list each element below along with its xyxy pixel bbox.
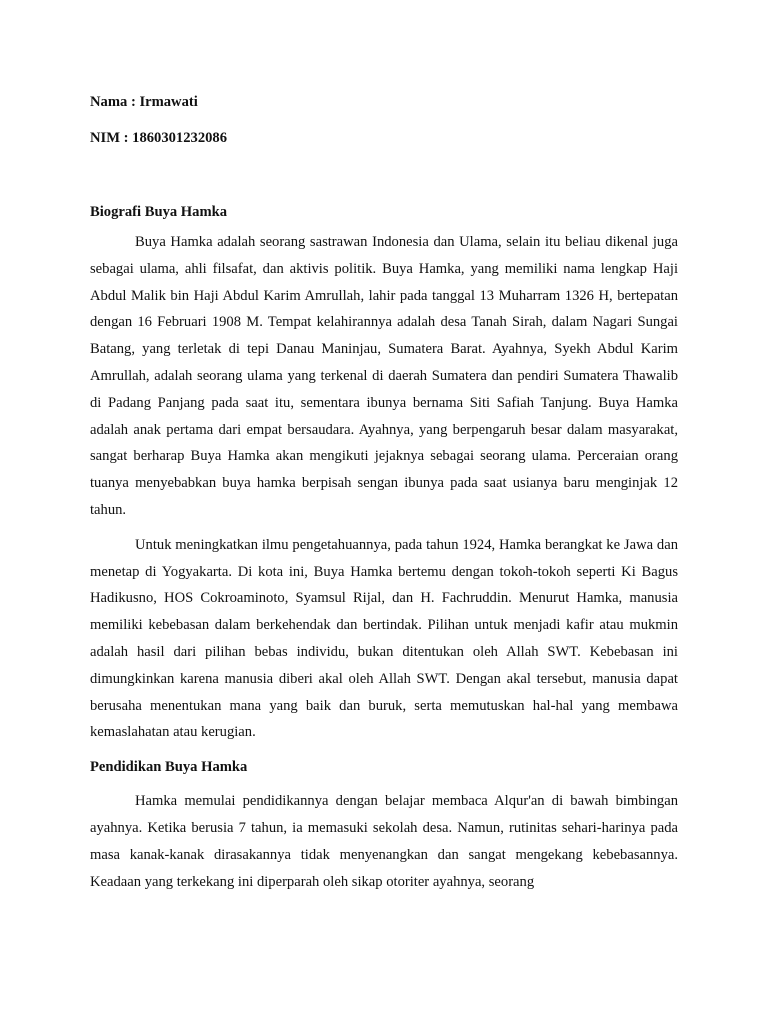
- student-name: Nama : Irmawati: [90, 94, 198, 110]
- paragraph-pendidikan-1: Hamka memulai pendidikannya dengan belajar membaca Alqur'an di bawah bimbingan ayahnya. Ketika berusia 7 tahun, ia memasuki sekolah desa. Namun, rutinitas sehari-harinya pada masa kanak-kanak dirasakannya tidak menyenangkan dan sangat mengekang kebebasannya. Keadaan yang terkekang ini diperparah oleh sikap otoriter ayahnya, seorang: [90, 793, 678, 890]
- document-page: [90, 80, 678, 895]
- paragraph-biografi-2: Untuk meningkatkan ilmu pengetahuannya, pada tahun 1924, Hamka berangkat ke Jawa dan menetap di Yogyakarta. Di kota ini, Buya Hamka bertemu dengan tokoh-tokoh seperti Ki Bagus Hadikusno, HOS Cokroaminoto, Syamsul Rijal, dan H. Fachruddin. Menurut Hamka, manusia memiliki kebebasan dalam berkehendak dan bertindak. Pilihan untuk menjadi kafir atau mukmin adalah hasil dari pilihan bebas individu, bukan ditentukan oleh Allah SWT. Kebebasan ini dimungkinkan karena manusia diberi akal oleh Allah SWT. Dengan akal tersebut, manusia dapat berusaha menentukan mana yang baik dan buruk, serta memutuskan hal-hal yang membawa kemaslahatan atau kerugian.: [90, 536, 678, 741]
- student-nim: NIM : 1860301232086: [90, 130, 228, 146]
- section-heading-biografi: Biografi Buya Hamka: [90, 204, 228, 220]
- paragraph-biografi-1: Buya Hamka adalah seorang sastrawan Indonesia dan Ulama, selain itu beliau dikenal juga sebagai ulama, ahli filsafat, dan aktivis politik. Buya Hamka, yang memiliki nama lengkap Haji Abdul Malik bin Haji Abdul Karim Amrullah, lahir pada tanggal 13 Muharram 1326 H, bertepatan dengan 16 Februari 1908 M. Tempat kelahirannya adalah desa Tanah Sirah, dalam Nagari Sungai Batang, yang terletak di tepi Danau Maninjau, Sumatera Barat. Ayahnya, Syekh Abdul Karim Amrullah, adalah seorang ulama yang terkenal di daerah Sumatera dan pendiri Sumatera Thawalib di Padang Panjang pada saat itu, sementara ibunya bernama Siti Safiah Tanjung. Buya Hamka adalah anak pertama dari empat bersaudara. Ayahnya, yang berpengaruh besar dalam masyarakat, sangat berharap Buya Hamka akan mengikuti jejaknya sebagai seorang ulama. Perceraian orang tuanya menyebabkan buya hamka berpisah sengan ibunya pada saat usianya baru menginjak 12 tahun.: [90, 234, 678, 518]
- section-heading-pendidikan: Pendidikan Buya Hamka: [90, 759, 248, 776]
